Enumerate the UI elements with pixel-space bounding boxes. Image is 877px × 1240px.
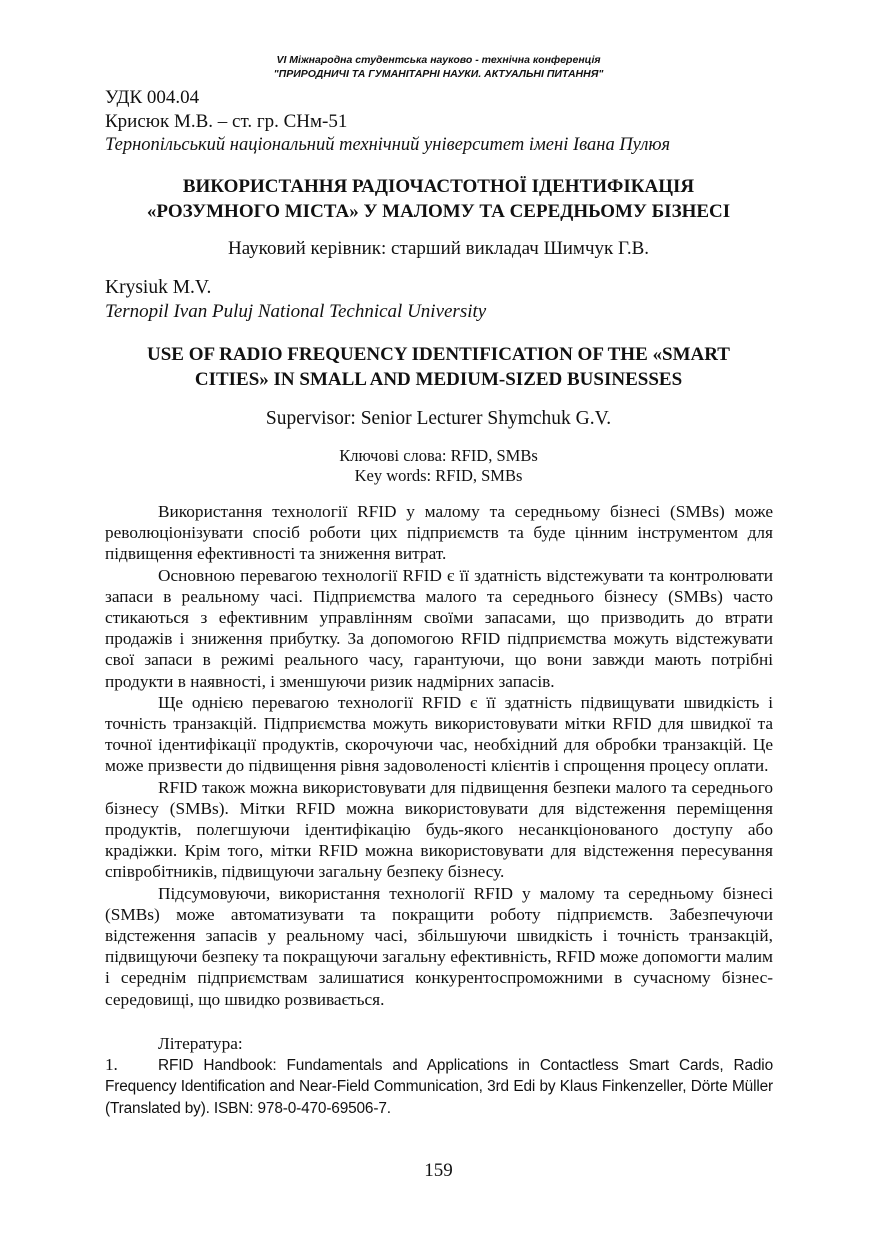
supervisor-ukr: Науковий керівник: старший викладач Шимчук Г.В. bbox=[227, 238, 649, 259]
keywords-eng: Key words: RFID, SMBs bbox=[354, 466, 523, 485]
supervisor-eng: Supervisor: Senior Lecturer Shymchuk G.V. bbox=[265, 408, 612, 429]
paragraph: Основною перевагою технології RFID є її здатність відстежувати та контролювати запаси в реальному часі. Підприємства малого та середнього бізнесу (SMBs) часто стикаються з ефективним управлінням своїми запасами, що призводить до втрати продажів і зниження прибутку. За допомогою RFID підприємства можуть відстежувати свої запаси в режимі реального часу, гарантуючи, що вони завжди мають потрібні продукти в наявності, і зменшуючи ризик надмірних запасів. bbox=[105, 565, 773, 691]
paragraph: Ще однією перевагою технології RFID є її здатність підвищувати швидкість і точність транзакцій. Підприємства можуть використовувати мітки RFID для швидкої та точної ідентифікації продуктів, скорочуючи час, необхідний для обробки транзакцій. Це може призвести до підвищення рівня задоволеності клієнтів і спрощення процесу оплати. bbox=[105, 692, 773, 776]
reference-number: 1. bbox=[105, 1055, 118, 1075]
paragraph: Використання технології RFID у малому та середньому бізнесі (SMBs) може революціонізувати спосіб роботи цих підприємств та буде цінним інструментом для підвищення ефективності та зниження витрат. bbox=[105, 502, 773, 564]
keywords bbox=[0, 446, 877, 486]
page-number: 159 bbox=[424, 1160, 453, 1181]
keywords-ukr: Ключові слова: RFID, SMBs bbox=[339, 446, 538, 465]
title-eng-line2: CITIES» IN SMALL AND MEDIUM-SIZED BUSINESSES bbox=[194, 369, 683, 390]
author-ukr: Крисюк М.В. – ст. гр. СНм-51 bbox=[105, 111, 348, 132]
author-eng: Krysiuk M.V. bbox=[105, 277, 212, 298]
paragraph: RFID також можна використовувати для підвищення безпеки малого та середнього бізнесу (SMBs). Мітки RFID можна використовувати для відстеження переміщення продуктів, полегшуючи ідентифікацію будь-якого несанкціонованого доступу або крадіжки. Крім того, мітки RFID можна використовувати для відстеження пересування співробітників, підвищуючи загальну безпеку бізнесу. bbox=[105, 777, 773, 882]
title-ukr-line1: ВИКОРИСТАННЯ РАДІОЧАСТОТНОЇ ІДЕНТИФІКАЦІЯ bbox=[182, 176, 695, 197]
references-section bbox=[105, 1033, 773, 1119]
affiliation-ukr: Тернопільський національний технічний університет імені Івана Пулюя bbox=[105, 135, 671, 155]
affiliation-eng: Ternopil Ivan Puluj National Technical University bbox=[105, 301, 487, 322]
title-ukr-line2: «РОЗУМНОГО МІСТА» У МАЛОМУ ТА СЕРЕДНЬОМУ БІЗНЕСІ bbox=[146, 201, 731, 222]
title-eng-line1: USE OF RADIO FREQUENCY IDENTIFICATION OF THE «SMART bbox=[147, 344, 730, 365]
body-text bbox=[105, 501, 773, 1010]
conference-title: VI Міжнародна студентська науково - технічна конференція bbox=[276, 54, 601, 66]
paragraph: Підсумовуючи, використання технології RFID у малому та середньому бізнесі (SMBs) може автоматизувати та покращити роботу підприємств. Забезпечуючи відстеження запасів у реальному часі, збільшуючи швидкість і точність транзакцій, підвищуючи безпеку та покращуючи загальну ефективність, RFID може допомогти малим і середнім підприємствам залишатися конкурентоспроможними в сучасному бізнес-середовищі, що швидко розвивається. bbox=[105, 883, 773, 1009]
title-ukr bbox=[60, 174, 817, 224]
conference-header bbox=[0, 53, 877, 81]
conference-subtitle: "ПРИРОДНИЧІ ТА ГУМАНІТАРНІ НАУКИ. АКТУАЛЬНІ ПИТАННЯ" bbox=[273, 68, 604, 80]
udk-code: УДК 004.04 bbox=[105, 87, 200, 108]
references-heading: Література: bbox=[158, 1034, 243, 1053]
reference-text: RFID Handbook: Fundamentals and Applications in Contactless Smart Cards, Radio Frequency Identification and Near-Field Communication, 3rd Edi by Klaus Finkenzeller, Dörte Müller (Translated by). ISBN: 978-0-470-69506-7. bbox=[105, 1057, 773, 1117]
reference-item bbox=[105, 1054, 773, 1119]
title-eng bbox=[60, 342, 817, 392]
